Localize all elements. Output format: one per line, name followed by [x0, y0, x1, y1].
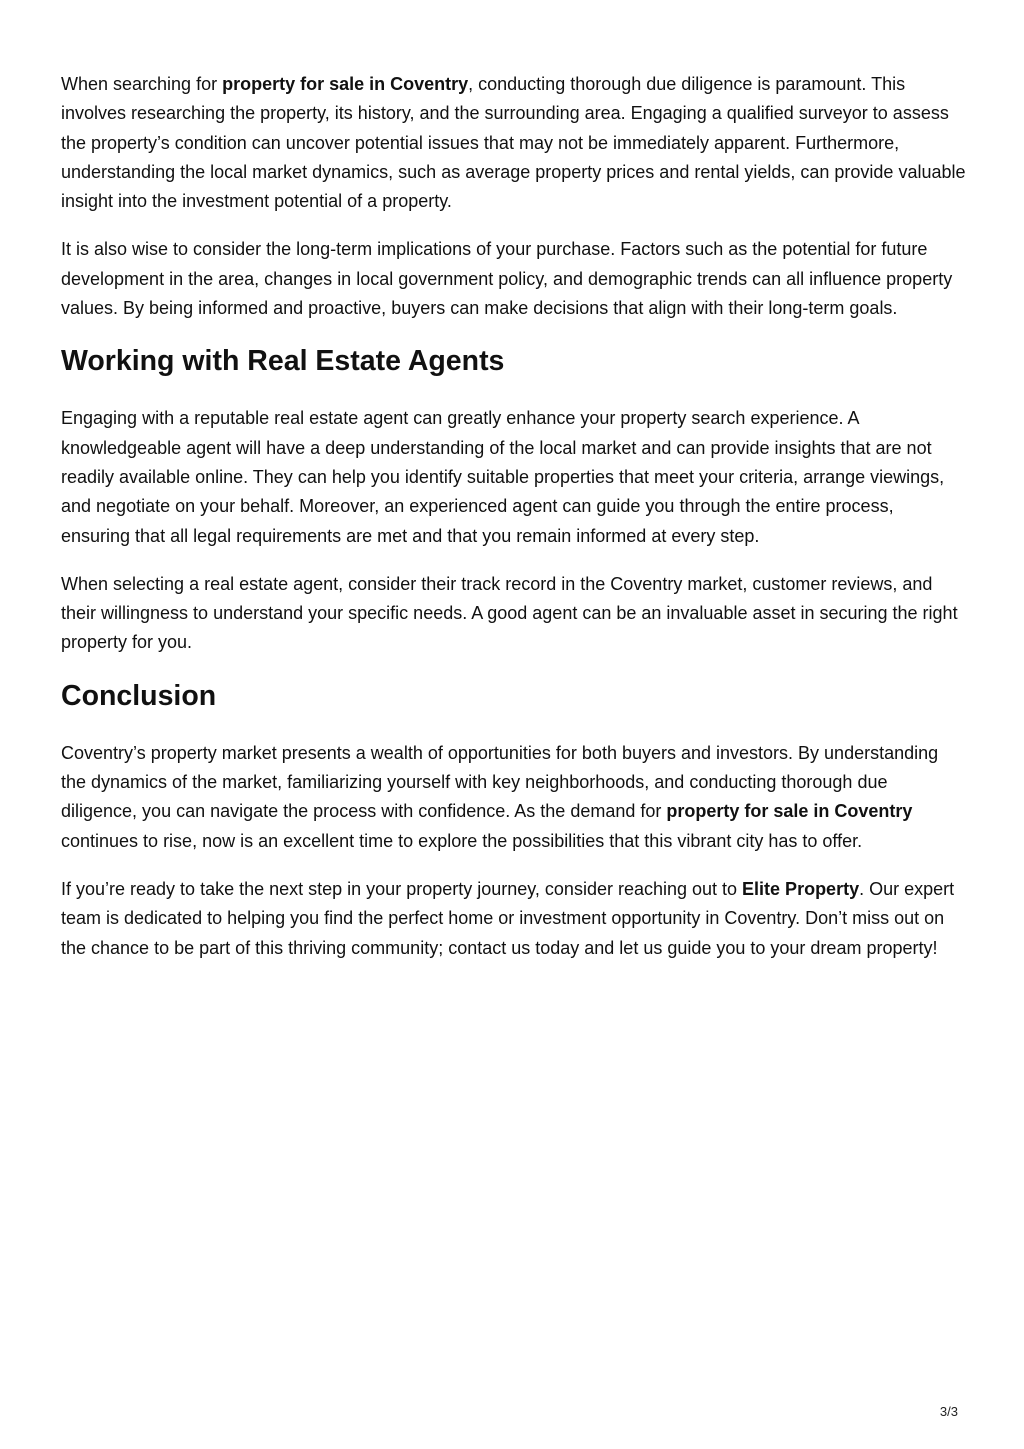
paragraph-agent-benefits: Engaging with a reputable real estate agent can greatly enhance your property search experience. A knowledgeable agent will have a deep understanding of the local market and can provide insights that are not readily available online. They can help you identify suitable properties that meet your criteria, arrange viewings, and negotiate on your behalf. Moreover, an experienced agent can guide you through the entire process, ensuring that all legal requirements are met and that you remain informed at every step. — [61, 408, 945, 546]
paragraph-conclusion-market: Coventry’s property market presents a wealth of opportunities for both buyers and investors. By understanding the dynamics of the market, familiarizing yourself with key neighborhoods, and conducting thorough due diligence, you can navigate the process with confidence. As the demand for property for sale in Coventry continues to rise, now is an excellent time to explore the possibilities that this vibrant city has to offer. — [61, 742, 939, 851]
heading-conclusion: Conclusion — [61, 679, 217, 712]
document-body — [61, 70, 966, 982]
keyword-property-for-sale: property for sale in Coventry — [222, 74, 469, 94]
paragraph-long-term: It is also wise to consider the long-term implications of your purchase. Factors such as the potential for future development in the area, changes in local government policy, and demographic trends can all influence property values. By being informed and proactive, buyers can make decisions that align with their long-term goals. — [61, 239, 953, 319]
brand-name: Elite Property — [742, 878, 860, 899]
paragraph-due-diligence: When searching for property for sale in Coventry, conducting thorough due diligence is paramount. This involves researching the property, its history, and the surrounding area. Engaging a qualified surveyor to assess the property’s condition can uncover potential issues that may not be immediately apparent. Furthermore, understanding the local market dynamics, such as average property prices and rental yields, can provide valuable insight into the investment potential of a property. — [61, 74, 966, 212]
heading-working-with-agents: Working with Real Estate Agents — [61, 345, 505, 378]
paragraph-selecting-agent: When selecting a real estate agent, consider their track record in the Coventry market, customer reviews, and their willingness to understand your specific needs. A good agent can be an invaluable asset in securing the right property for you. — [61, 573, 958, 653]
paragraph-call-to-action: If you’re ready to take the next step in your property journey, consider reaching out to Elite Property. Our expert team is dedicated to helping you find the perfect home or investment opportunity in Coventry. Don’t miss out on the chance to be part of this thriving community; contact us today and let us guide you to your dream property! — [61, 878, 955, 958]
keyword-property-for-sale: property for sale in Coventry — [666, 801, 913, 822]
page-number: 3/3 — [939, 1404, 958, 1419]
